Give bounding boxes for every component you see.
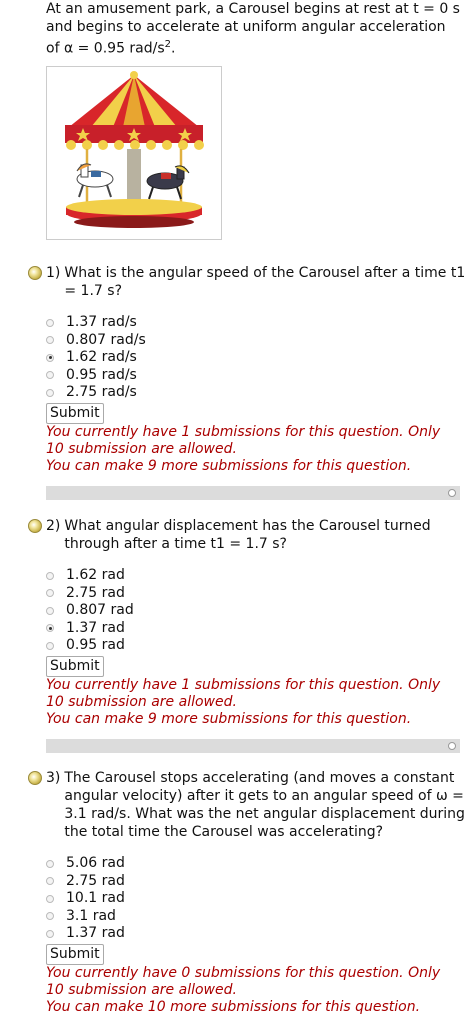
- option-2[interactable]: 0.807 rad/s: [46, 332, 468, 350]
- intro-line-3: of α = 0.95 rad/$s^2$.: [46, 39, 176, 57]
- question-1: [28, 264, 468, 500]
- submission-message-3: You can make 9 more submissions for this question.: [46, 710, 412, 727]
- submission-message-1: You currently have 1 submissions for this question. Only: [46, 676, 441, 693]
- submission-message-2: 10 submission are allowed.: [46, 693, 237, 710]
- question-number: 1): [46, 265, 61, 281]
- radio-button-selected[interactable]: [46, 354, 54, 362]
- submission-message-3: You can make 9 more submissions for this question.: [46, 457, 412, 474]
- option-3[interactable]: 1.62 rad/s: [46, 349, 468, 367]
- option-2[interactable]: 2.75 rad: [46, 585, 468, 603]
- option-5[interactable]: 1.37 rad: [46, 925, 468, 943]
- radio-button[interactable]: [46, 607, 54, 615]
- radio-button[interactable]: [46, 336, 54, 344]
- expand-icon[interactable]: [448, 742, 456, 750]
- answer-options: [46, 314, 468, 402]
- radio-button[interactable]: [46, 389, 54, 397]
- intro-line-1: At an amusement park, a Carousel begins at rest at t = 0 s: [46, 1, 460, 17]
- radio-button[interactable]: [46, 371, 54, 379]
- question-2: [28, 517, 468, 753]
- radio-button[interactable]: [46, 589, 54, 597]
- radio-button[interactable]: [46, 877, 54, 885]
- question-1-header: [28, 264, 468, 300]
- question-status-icon: [28, 771, 42, 785]
- answer-options: [46, 855, 468, 943]
- question-text: What is the angular speed of the Carousel after a time t1 = 1.7 s?: [64, 265, 466, 299]
- radio-button[interactable]: [46, 912, 54, 920]
- radio-button-selected[interactable]: [46, 624, 54, 632]
- submit-button[interactable]: Submit: [46, 944, 104, 965]
- option-4[interactable]: 1.37 rad: [46, 620, 468, 638]
- intro-line-2: and begins to accelerate at uniform angular acceleration: [46, 19, 446, 35]
- submission-message-1: You currently have 0 submissions for this question. Only: [46, 964, 441, 981]
- option-3[interactable]: 10.1 rad: [46, 890, 468, 908]
- submission-message-3: You can make 10 more submissions for this question.: [46, 998, 421, 1015]
- radio-button[interactable]: [46, 319, 54, 327]
- option-4[interactable]: 0.95 rad/s: [46, 367, 468, 385]
- answer-options: [46, 567, 468, 655]
- option-5[interactable]: 0.95 rad: [46, 637, 468, 655]
- question-status-icon: [28, 266, 42, 280]
- option-1[interactable]: 5.06 rad: [46, 855, 468, 873]
- radio-button[interactable]: [46, 860, 54, 868]
- submission-message-2: 10 submission are allowed.: [46, 981, 237, 998]
- question-text: The Carousel stops accelerating (and moves a constant angular velocity) after it gets to an angular speed of ω = 3.1 rad/s. What was the net angular displacement during the total time the Carousel was accelerating?: [64, 770, 465, 840]
- submit-button[interactable]: Submit: [46, 656, 104, 677]
- question-text: What angular displacement has the Carousel turned through after a time t1 = 1.7 s?: [64, 518, 431, 552]
- hint-bar[interactable]: [46, 486, 460, 500]
- hint-bar[interactable]: [46, 739, 460, 753]
- option-4[interactable]: 3.1 rad: [46, 908, 468, 926]
- option-5[interactable]: 2.75 rad/s: [46, 384, 468, 402]
- option-3[interactable]: 0.807 rad: [46, 602, 468, 620]
- question-3: [28, 769, 468, 1016]
- radio-button[interactable]: [46, 930, 54, 938]
- question-2-header: [28, 517, 468, 553]
- submission-message-1: You currently have 1 submissions for this question. Only: [46, 423, 441, 440]
- submit-button[interactable]: Submit: [46, 403, 104, 424]
- radio-button[interactable]: [46, 642, 54, 650]
- option-2[interactable]: 2.75 rad: [46, 873, 468, 891]
- problem-intro: [46, 0, 466, 58]
- submission-message-2: 10 submission are allowed.: [46, 440, 237, 457]
- question-status-icon: [28, 519, 42, 533]
- question-number: 2): [46, 518, 61, 534]
- expand-icon[interactable]: [448, 489, 456, 497]
- question-3-header: [28, 769, 468, 841]
- radio-button[interactable]: [46, 572, 54, 580]
- radio-button[interactable]: [46, 895, 54, 903]
- option-1[interactable]: 1.37 rad/s: [46, 314, 468, 332]
- question-number: 3): [46, 770, 61, 786]
- carousel-illustration: [47, 67, 221, 239]
- carousel-image: [46, 66, 222, 240]
- option-1[interactable]: 1.62 rad: [46, 567, 468, 585]
